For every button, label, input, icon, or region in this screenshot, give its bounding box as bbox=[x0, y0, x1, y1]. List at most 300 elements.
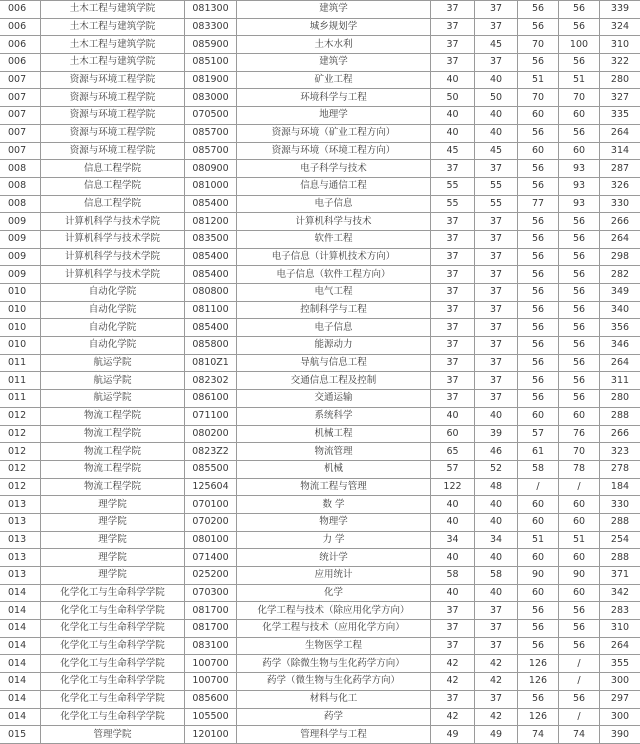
major-code-cell: 085600 bbox=[185, 690, 237, 708]
score-subject2-cell: 93 bbox=[559, 195, 600, 213]
college-name-cell: 土木工程与建筑学院 bbox=[41, 36, 185, 54]
score-subject1-cell: 56 bbox=[518, 54, 559, 72]
score-subject2-cell: 56 bbox=[559, 124, 600, 142]
score-subject1-cell: 70 bbox=[518, 89, 559, 107]
major-name-cell: 系统科学 bbox=[237, 407, 431, 425]
major-code-cell: 080800 bbox=[185, 284, 237, 302]
score-total-cell: 266 bbox=[600, 213, 640, 231]
score-subject1-cell: 51 bbox=[518, 531, 559, 549]
score-subject1-cell: 56 bbox=[518, 390, 559, 408]
major-code-cell: 083300 bbox=[185, 18, 237, 36]
score-subject1-cell: 60 bbox=[518, 142, 559, 160]
major-name-cell: 物理学 bbox=[237, 513, 431, 531]
score-total-cell: 266 bbox=[600, 425, 640, 443]
score-politics-cell: 37 bbox=[431, 54, 475, 72]
score-politics-cell: 58 bbox=[431, 567, 475, 585]
score-subject2-cell: 70 bbox=[559, 443, 600, 461]
major-name-cell: 化学 bbox=[237, 584, 431, 602]
score-subject1-cell: 56 bbox=[518, 18, 559, 36]
table-row bbox=[0, 354, 640, 372]
score-total-cell: 311 bbox=[600, 372, 640, 390]
major-name-cell: 地理学 bbox=[237, 107, 431, 125]
score-total-cell: 349 bbox=[600, 284, 640, 302]
score-subject1-cell: 126 bbox=[518, 673, 559, 691]
table-row bbox=[0, 1, 640, 19]
score-foreign-language-cell: 37 bbox=[475, 390, 518, 408]
score-total-cell: 288 bbox=[600, 407, 640, 425]
score-subject2-cell: 90 bbox=[559, 567, 600, 585]
score-total-cell: 327 bbox=[600, 89, 640, 107]
score-politics-cell: 40 bbox=[431, 407, 475, 425]
score-politics-cell: 42 bbox=[431, 673, 475, 691]
score-subject1-cell: 60 bbox=[518, 513, 559, 531]
score-subject2-cell: / bbox=[559, 478, 600, 496]
score-foreign-language-cell: 37 bbox=[475, 284, 518, 302]
score-foreign-language-cell: 42 bbox=[475, 673, 518, 691]
score-foreign-language-cell: 55 bbox=[475, 177, 518, 195]
table-row bbox=[0, 89, 640, 107]
major-name-cell: 建筑学 bbox=[237, 54, 431, 72]
score-politics-cell: 37 bbox=[431, 284, 475, 302]
score-politics-cell: 37 bbox=[431, 319, 475, 337]
score-subject2-cell: 100 bbox=[559, 36, 600, 54]
score-subject1-cell: 56 bbox=[518, 1, 559, 19]
score-subject2-cell: 56 bbox=[559, 637, 600, 655]
score-politics-cell: 40 bbox=[431, 549, 475, 567]
score-foreign-language-cell: 37 bbox=[475, 637, 518, 655]
score-subject1-cell: 56 bbox=[518, 301, 559, 319]
major-name-cell: 机械 bbox=[237, 460, 431, 478]
major-code-cell: 100700 bbox=[185, 673, 237, 691]
score-subject2-cell: 60 bbox=[559, 584, 600, 602]
score-total-cell: 298 bbox=[600, 248, 640, 266]
college-code-cell: 013 bbox=[0, 567, 41, 585]
score-foreign-language-cell: 37 bbox=[475, 18, 518, 36]
major-name-cell: 管理科学与工程 bbox=[237, 726, 431, 744]
college-code-cell: 015 bbox=[0, 726, 41, 744]
score-politics-cell: 37 bbox=[431, 372, 475, 390]
score-subject1-cell: 56 bbox=[518, 602, 559, 620]
table-row bbox=[0, 655, 640, 673]
major-code-cell: 085700 bbox=[185, 142, 237, 160]
college-name-cell: 资源与环境工程学院 bbox=[41, 124, 185, 142]
score-total-cell: 340 bbox=[600, 301, 640, 319]
score-foreign-language-cell: 45 bbox=[475, 36, 518, 54]
college-code-cell: 009 bbox=[0, 248, 41, 266]
score-subject2-cell: 56 bbox=[559, 602, 600, 620]
major-code-cell: 083000 bbox=[185, 89, 237, 107]
score-politics-cell: 60 bbox=[431, 425, 475, 443]
major-code-cell: 085700 bbox=[185, 124, 237, 142]
score-subject1-cell: 56 bbox=[518, 230, 559, 248]
score-politics-cell: 40 bbox=[431, 107, 475, 125]
score-subject1-cell: 60 bbox=[518, 549, 559, 567]
score-total-cell: 278 bbox=[600, 460, 640, 478]
score-total-cell: 335 bbox=[600, 107, 640, 125]
score-total-cell: 314 bbox=[600, 142, 640, 160]
college-code-cell: 008 bbox=[0, 195, 41, 213]
score-politics-cell: 37 bbox=[431, 337, 475, 355]
score-subject1-cell: 51 bbox=[518, 71, 559, 89]
table-row bbox=[0, 36, 640, 54]
score-subject1-cell: 56 bbox=[518, 354, 559, 372]
score-subject1-cell: 61 bbox=[518, 443, 559, 461]
score-subject2-cell: 60 bbox=[559, 513, 600, 531]
score-subject1-cell: 57 bbox=[518, 425, 559, 443]
score-subject2-cell: 56 bbox=[559, 230, 600, 248]
major-code-cell: 070100 bbox=[185, 496, 237, 514]
score-foreign-language-cell: 52 bbox=[475, 460, 518, 478]
score-subject1-cell: 56 bbox=[518, 637, 559, 655]
score-politics-cell: 42 bbox=[431, 708, 475, 726]
table-row bbox=[0, 708, 640, 726]
major-code-cell: 080200 bbox=[185, 425, 237, 443]
score-subject2-cell: 56 bbox=[559, 284, 600, 302]
college-name-cell: 信息工程学院 bbox=[41, 195, 185, 213]
score-total-cell: 310 bbox=[600, 36, 640, 54]
score-total-cell: 297 bbox=[600, 690, 640, 708]
score-politics-cell: 37 bbox=[431, 602, 475, 620]
college-name-cell: 资源与环境工程学院 bbox=[41, 89, 185, 107]
college-code-cell: 007 bbox=[0, 124, 41, 142]
score-subject2-cell: 78 bbox=[559, 460, 600, 478]
score-foreign-language-cell: 37 bbox=[475, 690, 518, 708]
score-subject2-cell: 93 bbox=[559, 160, 600, 178]
score-politics-cell: 45 bbox=[431, 142, 475, 160]
major-name-cell: 化学工程与技术（除应用化学方向） bbox=[237, 602, 431, 620]
college-name-cell: 土木工程与建筑学院 bbox=[41, 54, 185, 72]
score-subject1-cell: 56 bbox=[518, 266, 559, 284]
score-politics-cell: 34 bbox=[431, 531, 475, 549]
score-politics-cell: 37 bbox=[431, 18, 475, 36]
college-code-cell: 010 bbox=[0, 319, 41, 337]
major-code-cell: 081100 bbox=[185, 301, 237, 319]
score-total-cell: 300 bbox=[600, 708, 640, 726]
college-code-cell: 013 bbox=[0, 531, 41, 549]
table-row bbox=[0, 726, 640, 744]
major-name-cell: 统计学 bbox=[237, 549, 431, 567]
score-total-cell: 330 bbox=[600, 496, 640, 514]
score-foreign-language-cell: 49 bbox=[475, 726, 518, 744]
major-code-cell: 120100 bbox=[185, 726, 237, 744]
score-total-cell: 322 bbox=[600, 54, 640, 72]
major-name-cell: 环境科学与工程 bbox=[237, 89, 431, 107]
score-subject2-cell: 56 bbox=[559, 354, 600, 372]
table-row bbox=[0, 531, 640, 549]
score-subject2-cell: 56 bbox=[559, 390, 600, 408]
score-total-cell: 280 bbox=[600, 390, 640, 408]
table-row bbox=[0, 195, 640, 213]
score-foreign-language-cell: 34 bbox=[475, 531, 518, 549]
college-code-cell: 013 bbox=[0, 549, 41, 567]
college-name-cell: 土木工程与建筑学院 bbox=[41, 18, 185, 36]
college-code-cell: 013 bbox=[0, 513, 41, 531]
major-code-cell: 081300 bbox=[185, 1, 237, 19]
major-name-cell: 数 学 bbox=[237, 496, 431, 514]
score-total-cell: 288 bbox=[600, 549, 640, 567]
major-name-cell: 生物医学工程 bbox=[237, 637, 431, 655]
college-name-cell: 资源与环境工程学院 bbox=[41, 71, 185, 89]
major-name-cell: 机械工程 bbox=[237, 425, 431, 443]
score-subject1-cell: 56 bbox=[518, 248, 559, 266]
college-name-cell: 化学化工与生命科学学院 bbox=[41, 620, 185, 638]
table-row bbox=[0, 602, 640, 620]
table-row bbox=[0, 407, 640, 425]
table-row bbox=[0, 620, 640, 638]
score-politics-cell: 37 bbox=[431, 690, 475, 708]
score-politics-cell: 37 bbox=[431, 1, 475, 19]
major-code-cell: 085400 bbox=[185, 266, 237, 284]
major-code-cell: 025200 bbox=[185, 567, 237, 585]
score-foreign-language-cell: 40 bbox=[475, 107, 518, 125]
table-row bbox=[0, 443, 640, 461]
score-foreign-language-cell: 58 bbox=[475, 567, 518, 585]
college-name-cell: 自动化学院 bbox=[41, 284, 185, 302]
table-row bbox=[0, 142, 640, 160]
major-code-cell: 071400 bbox=[185, 549, 237, 567]
score-subject2-cell: / bbox=[559, 673, 600, 691]
score-politics-cell: 37 bbox=[431, 213, 475, 231]
major-code-cell: 105500 bbox=[185, 708, 237, 726]
major-code-cell: 083500 bbox=[185, 230, 237, 248]
score-politics-cell: 37 bbox=[431, 160, 475, 178]
score-subject1-cell: 56 bbox=[518, 160, 559, 178]
table-row bbox=[0, 319, 640, 337]
major-name-cell: 力 学 bbox=[237, 531, 431, 549]
major-name-cell: 电子信息（软件工程方向） bbox=[237, 266, 431, 284]
college-name-cell: 物流工程学院 bbox=[41, 407, 185, 425]
major-name-cell: 建筑学 bbox=[237, 1, 431, 19]
score-total-cell: 264 bbox=[600, 124, 640, 142]
college-code-cell: 014 bbox=[0, 655, 41, 673]
table-row bbox=[0, 54, 640, 72]
major-code-cell: 070500 bbox=[185, 107, 237, 125]
college-code-cell: 007 bbox=[0, 142, 41, 160]
score-total-cell: 326 bbox=[600, 177, 640, 195]
score-politics-cell: 49 bbox=[431, 726, 475, 744]
score-total-cell: 310 bbox=[600, 620, 640, 638]
score-foreign-language-cell: 37 bbox=[475, 266, 518, 284]
score-foreign-language-cell: 37 bbox=[475, 354, 518, 372]
score-subject1-cell: 56 bbox=[518, 284, 559, 302]
table-row bbox=[0, 230, 640, 248]
score-foreign-language-cell: 48 bbox=[475, 478, 518, 496]
college-code-cell: 006 bbox=[0, 18, 41, 36]
score-subject2-cell: 93 bbox=[559, 177, 600, 195]
college-code-cell: 012 bbox=[0, 425, 41, 443]
table-row bbox=[0, 460, 640, 478]
score-total-cell: 339 bbox=[600, 1, 640, 19]
major-code-cell: 080100 bbox=[185, 531, 237, 549]
score-total-cell: 280 bbox=[600, 71, 640, 89]
college-code-cell: 009 bbox=[0, 266, 41, 284]
score-subject1-cell: 56 bbox=[518, 177, 559, 195]
college-code-cell: 014 bbox=[0, 690, 41, 708]
college-name-cell: 理学院 bbox=[41, 567, 185, 585]
college-code-cell: 007 bbox=[0, 71, 41, 89]
major-code-cell: 100700 bbox=[185, 655, 237, 673]
college-code-cell: 014 bbox=[0, 620, 41, 638]
college-code-cell: 010 bbox=[0, 337, 41, 355]
score-subject2-cell: 74 bbox=[559, 726, 600, 744]
college-name-cell: 理学院 bbox=[41, 496, 185, 514]
score-subject1-cell: 56 bbox=[518, 690, 559, 708]
college-code-cell: 014 bbox=[0, 602, 41, 620]
major-code-cell: 081000 bbox=[185, 177, 237, 195]
score-subject1-cell: 90 bbox=[518, 567, 559, 585]
score-foreign-language-cell: 37 bbox=[475, 620, 518, 638]
major-code-cell: 085900 bbox=[185, 36, 237, 54]
score-foreign-language-cell: 37 bbox=[475, 54, 518, 72]
score-politics-cell: 37 bbox=[431, 620, 475, 638]
score-foreign-language-cell: 50 bbox=[475, 89, 518, 107]
score-foreign-language-cell: 40 bbox=[475, 71, 518, 89]
major-name-cell: 资源与环境（矿业工程方向） bbox=[237, 124, 431, 142]
college-code-cell: 012 bbox=[0, 443, 41, 461]
college-name-cell: 理学院 bbox=[41, 513, 185, 531]
table-row bbox=[0, 284, 640, 302]
score-subject1-cell: / bbox=[518, 478, 559, 496]
major-code-cell: 085400 bbox=[185, 195, 237, 213]
college-code-cell: 012 bbox=[0, 478, 41, 496]
major-name-cell: 交通信息工程及控制 bbox=[237, 372, 431, 390]
score-subject2-cell: / bbox=[559, 655, 600, 673]
score-foreign-language-cell: 37 bbox=[475, 1, 518, 19]
major-code-cell: 085400 bbox=[185, 319, 237, 337]
table-row bbox=[0, 337, 640, 355]
score-subject1-cell: 56 bbox=[518, 124, 559, 142]
college-code-cell: 012 bbox=[0, 460, 41, 478]
score-subject1-cell: 56 bbox=[518, 372, 559, 390]
score-subject2-cell: 56 bbox=[559, 1, 600, 19]
major-name-cell: 矿业工程 bbox=[237, 71, 431, 89]
score-politics-cell: 57 bbox=[431, 460, 475, 478]
score-politics-cell: 55 bbox=[431, 177, 475, 195]
table-row bbox=[0, 18, 640, 36]
score-foreign-language-cell: 45 bbox=[475, 142, 518, 160]
score-total-cell: 282 bbox=[600, 266, 640, 284]
score-total-cell: 264 bbox=[600, 230, 640, 248]
table-row bbox=[0, 372, 640, 390]
college-name-cell: 物流工程学院 bbox=[41, 478, 185, 496]
score-foreign-language-cell: 37 bbox=[475, 301, 518, 319]
score-subject1-cell: 70 bbox=[518, 36, 559, 54]
score-subject1-cell: 126 bbox=[518, 708, 559, 726]
major-code-cell: 081700 bbox=[185, 602, 237, 620]
college-code-cell: 014 bbox=[0, 673, 41, 691]
college-code-cell: 008 bbox=[0, 177, 41, 195]
college-code-cell: 007 bbox=[0, 107, 41, 125]
score-politics-cell: 40 bbox=[431, 513, 475, 531]
score-subject1-cell: 58 bbox=[518, 460, 559, 478]
score-subject1-cell: 77 bbox=[518, 195, 559, 213]
major-code-cell: 0823Z2 bbox=[185, 443, 237, 461]
college-name-cell: 理学院 bbox=[41, 531, 185, 549]
score-subject2-cell: 51 bbox=[559, 531, 600, 549]
score-total-cell: 324 bbox=[600, 18, 640, 36]
score-total-cell: 254 bbox=[600, 531, 640, 549]
score-total-cell: 323 bbox=[600, 443, 640, 461]
college-name-cell: 物流工程学院 bbox=[41, 425, 185, 443]
score-total-cell: 330 bbox=[600, 195, 640, 213]
major-code-cell: 082302 bbox=[185, 372, 237, 390]
score-foreign-language-cell: 46 bbox=[475, 443, 518, 461]
college-name-cell: 航运学院 bbox=[41, 390, 185, 408]
score-politics-cell: 37 bbox=[431, 354, 475, 372]
major-code-cell: 081700 bbox=[185, 620, 237, 638]
score-foreign-language-cell: 40 bbox=[475, 513, 518, 531]
score-foreign-language-cell: 42 bbox=[475, 708, 518, 726]
score-subject2-cell: 70 bbox=[559, 89, 600, 107]
college-code-cell: 013 bbox=[0, 496, 41, 514]
college-name-cell: 化学化工与生命科学学院 bbox=[41, 708, 185, 726]
college-name-cell: 化学化工与生命科学学院 bbox=[41, 655, 185, 673]
college-name-cell: 化学化工与生命科学学院 bbox=[41, 637, 185, 655]
table-row bbox=[0, 567, 640, 585]
score-foreign-language-cell: 37 bbox=[475, 602, 518, 620]
college-name-cell: 计算机科学与技术学院 bbox=[41, 248, 185, 266]
score-foreign-language-cell: 37 bbox=[475, 319, 518, 337]
major-name-cell: 资源与环境（环境工程方向） bbox=[237, 142, 431, 160]
major-name-cell: 物流管理 bbox=[237, 443, 431, 461]
college-code-cell: 010 bbox=[0, 301, 41, 319]
major-name-cell: 材料与化工 bbox=[237, 690, 431, 708]
score-subject2-cell: / bbox=[559, 708, 600, 726]
major-name-cell: 信息与通信工程 bbox=[237, 177, 431, 195]
score-politics-cell: 40 bbox=[431, 496, 475, 514]
score-foreign-language-cell: 40 bbox=[475, 584, 518, 602]
score-foreign-language-cell: 37 bbox=[475, 372, 518, 390]
major-name-cell: 电子信息（计算机技术方向） bbox=[237, 248, 431, 266]
college-code-cell: 012 bbox=[0, 407, 41, 425]
score-subject1-cell: 56 bbox=[518, 620, 559, 638]
score-subject2-cell: 56 bbox=[559, 690, 600, 708]
score-politics-cell: 42 bbox=[431, 655, 475, 673]
score-subject1-cell: 56 bbox=[518, 337, 559, 355]
college-name-cell: 化学化工与生命科学学院 bbox=[41, 673, 185, 691]
score-politics-cell: 37 bbox=[431, 248, 475, 266]
score-politics-cell: 37 bbox=[431, 390, 475, 408]
score-politics-cell: 37 bbox=[431, 230, 475, 248]
score-total-cell: 283 bbox=[600, 602, 640, 620]
score-total-cell: 264 bbox=[600, 637, 640, 655]
score-politics-cell: 37 bbox=[431, 36, 475, 54]
score-subject1-cell: 56 bbox=[518, 319, 559, 337]
score-total-cell: 288 bbox=[600, 513, 640, 531]
table-row bbox=[0, 107, 640, 125]
score-politics-cell: 55 bbox=[431, 195, 475, 213]
score-politics-cell: 40 bbox=[431, 71, 475, 89]
major-code-cell: 070300 bbox=[185, 584, 237, 602]
major-name-cell: 城乡规划学 bbox=[237, 18, 431, 36]
score-politics-cell: 37 bbox=[431, 637, 475, 655]
score-foreign-language-cell: 40 bbox=[475, 407, 518, 425]
college-code-cell: 006 bbox=[0, 1, 41, 19]
score-foreign-language-cell: 39 bbox=[475, 425, 518, 443]
score-total-cell: 346 bbox=[600, 337, 640, 355]
score-total-cell: 371 bbox=[600, 567, 640, 585]
major-name-cell: 导航与信息工程 bbox=[237, 354, 431, 372]
major-code-cell: 0810Z1 bbox=[185, 354, 237, 372]
score-subject2-cell: 56 bbox=[559, 213, 600, 231]
score-total-cell: 184 bbox=[600, 478, 640, 496]
score-subject1-cell: 56 bbox=[518, 213, 559, 231]
table-row bbox=[0, 496, 640, 514]
score-foreign-language-cell: 37 bbox=[475, 230, 518, 248]
score-subject2-cell: 56 bbox=[559, 319, 600, 337]
college-code-cell: 014 bbox=[0, 708, 41, 726]
table-row bbox=[0, 425, 640, 443]
